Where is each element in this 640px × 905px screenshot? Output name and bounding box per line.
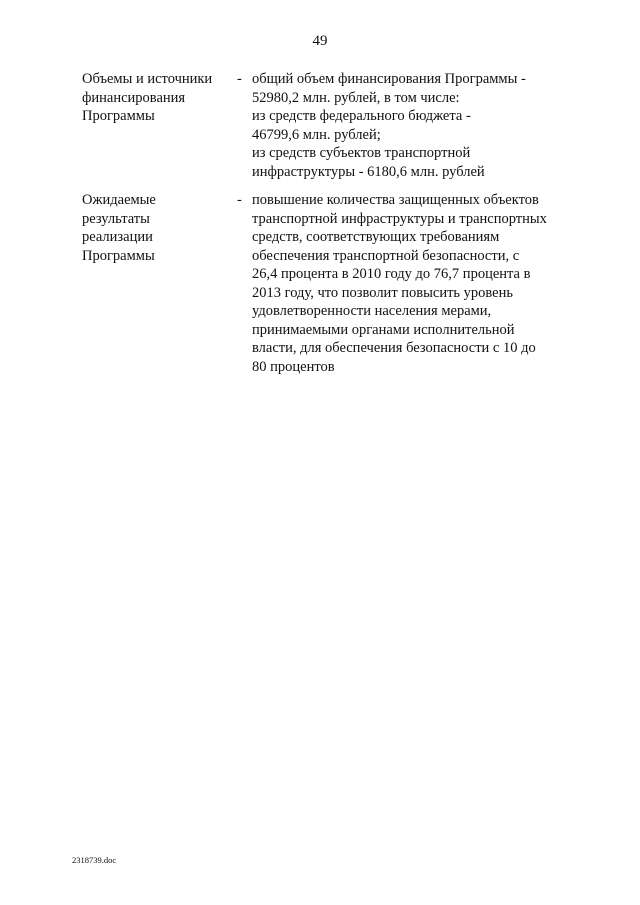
content-line: обеспечения транспортной безопасности, с [252, 247, 520, 264]
content-line: средств, соответствующих требованиям [252, 229, 500, 245]
content-line: транспортной инфраструктуры и транспортных [252, 210, 547, 227]
label-line: результаты [82, 210, 150, 227]
content-line: инфраструктуры - 6180,6 млн. рублей [252, 163, 485, 180]
content-line: из средств субъектов транспортной [252, 145, 471, 161]
label-line: реализации [82, 229, 153, 245]
content-line: 46799,6 млн. рублей; [252, 126, 381, 143]
content-line: 52980,2 млн. рублей, в том числе: [252, 89, 460, 106]
content-line: 26,4 процента в 2010 году до 76,7 процента в [252, 266, 531, 282]
expected-results-content [252, 191, 582, 376]
dash-marker: - [237, 71, 242, 87]
content-line: власти, для обеспечения безопасности с 10 до [252, 340, 536, 356]
content-line: удовлетворенности населения мерами, [252, 303, 492, 319]
label-line: Программы [82, 247, 155, 264]
page-number: 49 [312, 33, 328, 49]
content-line: принимаемыми органами исполнительной [252, 321, 515, 338]
financing-content [252, 70, 582, 181]
financing-label [82, 70, 227, 126]
content-line: 2013 году, что позволит повысить уровень [252, 284, 513, 301]
expected-results-label [82, 191, 227, 265]
label-line: финансирования [82, 89, 186, 106]
document-filename: 2318739.doc [72, 855, 117, 865]
label-line: Ожидаемые [82, 192, 156, 208]
dash-marker: - [237, 192, 242, 208]
label-line: Программы [82, 108, 155, 124]
label-line: Объемы и источники [82, 71, 213, 87]
content-line: общий объем финансирования Программы - [252, 71, 526, 87]
content-line: из средств федерального бюджета - [252, 108, 471, 124]
content-line: 80 процентов [252, 358, 335, 375]
content-line: повышение количества защищенных объектов [252, 192, 539, 208]
